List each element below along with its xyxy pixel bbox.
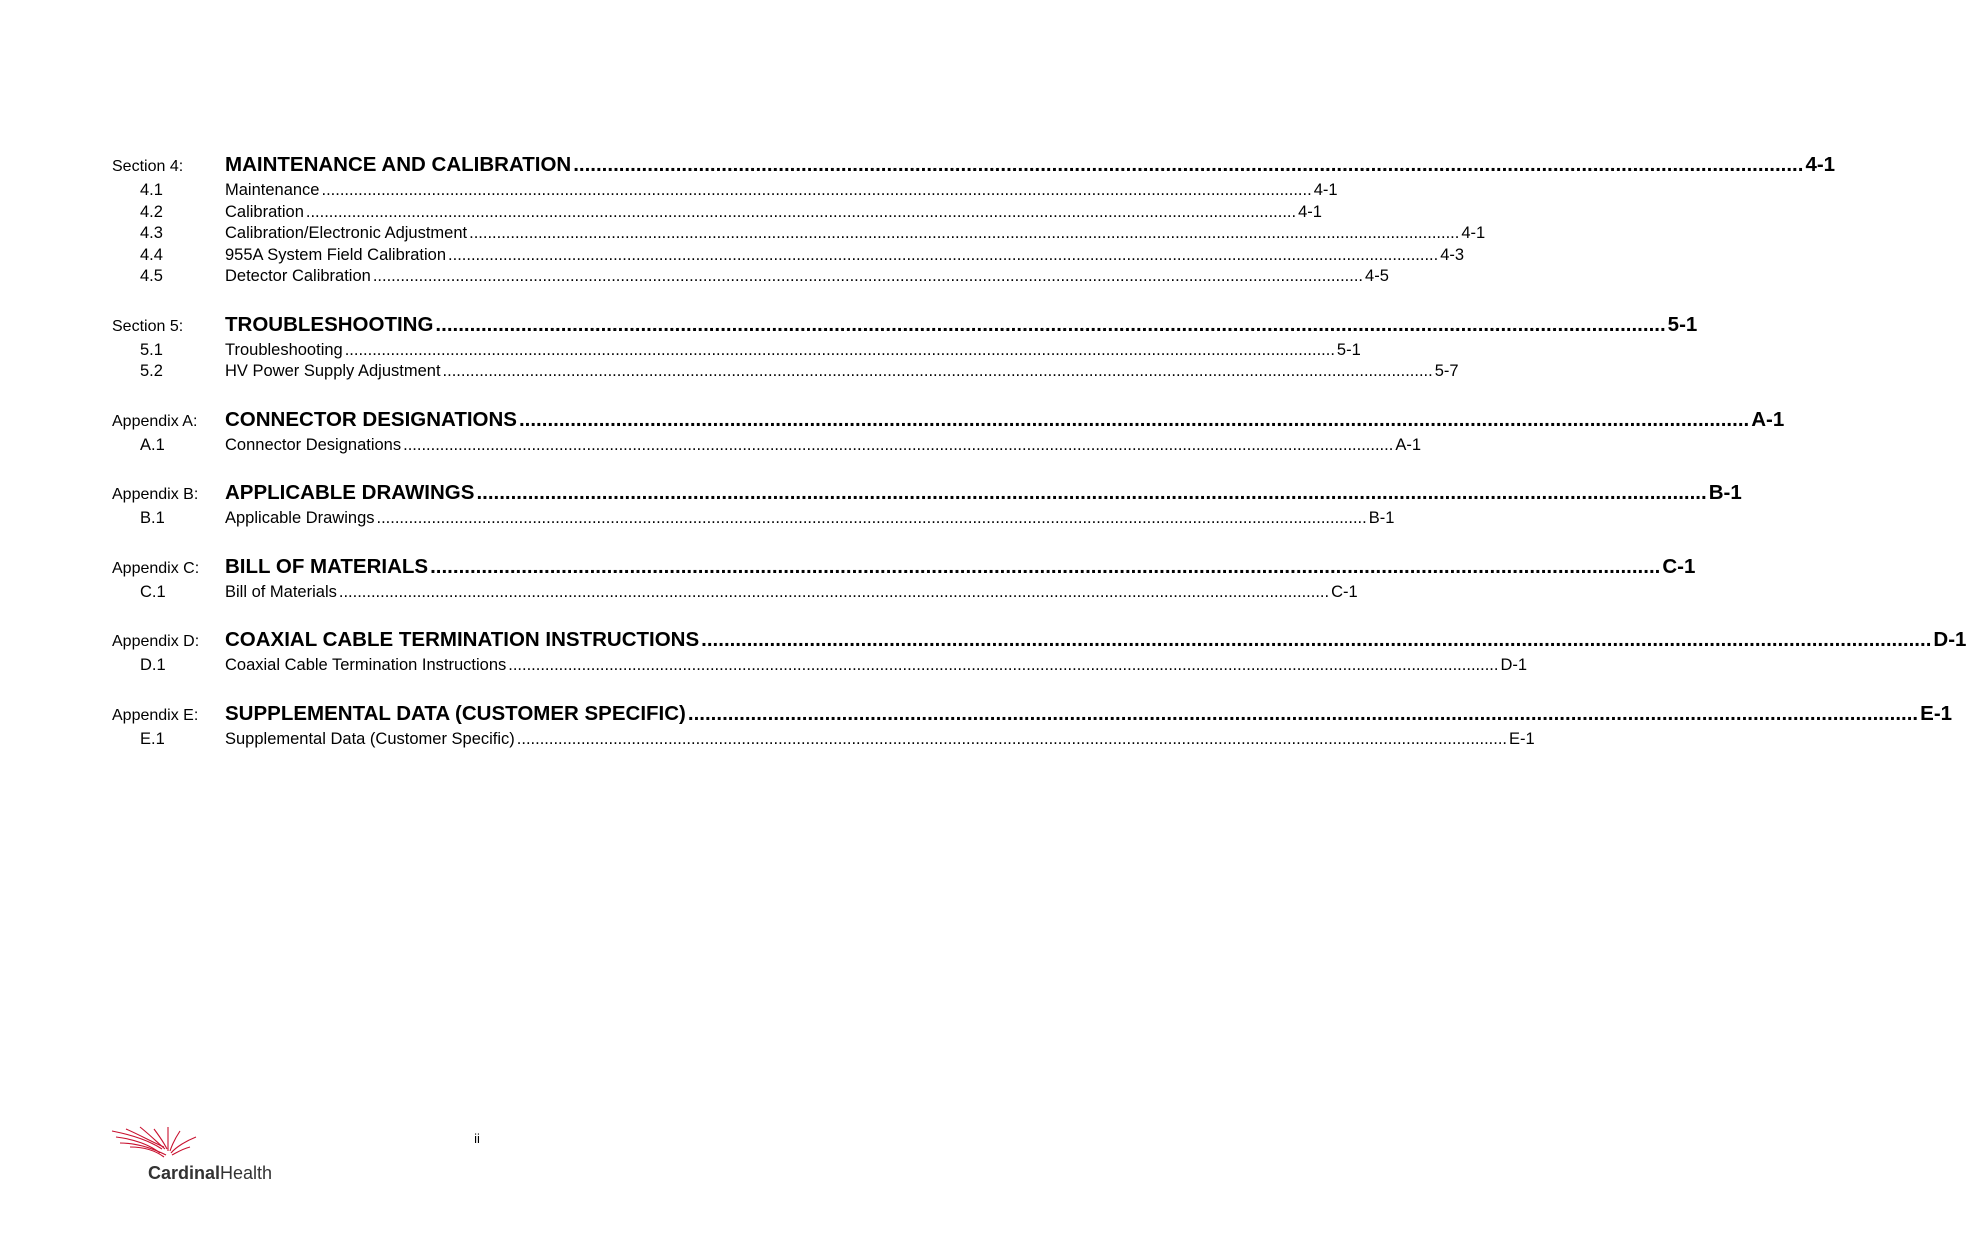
entry-leader: [225, 341, 1361, 360]
dot-leader: [373, 267, 1363, 286]
toc-entry[interactable]: [112, 656, 1528, 678]
entry-leader: [225, 436, 1421, 455]
dot-leader: [519, 408, 1749, 432]
dot-leader: [517, 730, 1507, 749]
section-title: BILL OF MATERIALS: [225, 554, 429, 578]
toc-group: [112, 312, 1698, 384]
entry-leader: [225, 224, 1485, 243]
toc-entry[interactable]: [112, 181, 1338, 203]
entry-number: 5.2: [140, 362, 163, 380]
entry-page: A-1: [1395, 435, 1421, 454]
section-label: Appendix C:: [112, 559, 200, 577]
entry-page: D-1: [1500, 656, 1528, 674]
toc-entry[interactable]: [112, 245, 1465, 268]
entry-number: 4.2: [140, 202, 163, 221]
entry-page: E-1: [1509, 729, 1535, 748]
section-page: B-1: [1708, 481, 1742, 504]
section-page: D-1: [1933, 628, 1966, 651]
toc-entry[interactable]: [112, 267, 1389, 289]
entry-leader: [225, 267, 1389, 286]
entry-leader: [225, 203, 1322, 222]
dot-leader: [701, 628, 1931, 652]
entry-leader: [225, 181, 1338, 200]
entry-number: D.1: [140, 656, 166, 674]
toc-section-heading[interactable]: [112, 701, 1953, 730]
dot-leader: [306, 203, 1296, 222]
entry-page: 4-1: [1313, 181, 1338, 199]
section-page: A-1: [1751, 407, 1785, 431]
toc-section-heading[interactable]: [112, 153, 1836, 181]
entry-title: Calibration/Electronic Adjustment: [225, 224, 468, 242]
toc-group: [112, 481, 1742, 531]
entry-page: 4-3: [1440, 245, 1465, 264]
section-title: COAXIAL CABLE TERMINATION INSTRUCTIONS: [225, 628, 700, 651]
section-title: SUPPLEMENTAL DATA (CUSTOMER SPECIFIC): [225, 701, 686, 725]
toc-section-heading[interactable]: [112, 554, 1696, 583]
toc-group: [112, 554, 1696, 605]
dot-leader: [339, 583, 1329, 602]
section-title: MAINTENANCE AND CALIBRATION: [225, 153, 572, 176]
dot-leader: [508, 656, 1498, 675]
toc-section-heading[interactable]: [112, 481, 1742, 509]
section-label: Appendix D:: [112, 633, 200, 650]
dot-leader: [435, 313, 1665, 337]
page-number: ii: [474, 1131, 480, 1146]
dot-leader: [403, 436, 1393, 455]
section-page: 5-1: [1667, 312, 1698, 336]
section-leader: [225, 555, 1695, 579]
entry-title: Maintenance: [225, 181, 320, 199]
section-label: Appendix A:: [112, 412, 198, 430]
entry-page: C-1: [1331, 582, 1358, 601]
section-title: TROUBLESHOOTING: [225, 312, 434, 336]
dot-leader: [321, 181, 1311, 200]
dot-leader: [448, 246, 1438, 265]
section-leader: [225, 153, 1835, 177]
dot-leader: [688, 702, 1918, 726]
toc-group: [112, 701, 1953, 752]
section-title: APPLICABLE DRAWINGS: [225, 481, 475, 504]
toc-entry[interactable]: [112, 435, 1421, 458]
toc-group: [112, 407, 1785, 458]
entry-title: Bill of Materials: [225, 582, 337, 601]
section-label: Appendix E:: [112, 706, 199, 724]
entry-number: E.1: [140, 729, 165, 748]
entry-number: A.1: [140, 435, 165, 454]
section-leader: [225, 313, 1697, 337]
entry-page: 4-1: [1461, 224, 1486, 242]
section-leader: [225, 408, 1784, 432]
dot-leader: [430, 555, 1660, 579]
table-of-contents: [112, 153, 1966, 775]
section-leader: [225, 481, 1742, 505]
cardinal-health-logo: [110, 1125, 273, 1185]
entry-number: 4.5: [140, 267, 163, 285]
toc-entry[interactable]: [112, 202, 1322, 225]
entry-leader: [225, 362, 1459, 381]
entry-leader: [225, 246, 1464, 265]
entry-title: Applicable Drawings: [225, 509, 375, 527]
section-leader: [225, 628, 1966, 652]
entry-page: 4-5: [1365, 267, 1389, 285]
section-leader: [225, 702, 1952, 726]
toc-section-heading[interactable]: [112, 628, 1966, 656]
entry-title: HV Power Supply Adjustment: [225, 362, 441, 380]
section-page: E-1: [1920, 701, 1953, 725]
entry-title: 955A System Field Calibration: [225, 245, 447, 264]
toc-group: [112, 628, 1966, 678]
entry-leader: [225, 730, 1535, 749]
section-page: C-1: [1662, 554, 1696, 578]
toc-group: [112, 153, 1836, 289]
entry-leader: [225, 583, 1358, 602]
toc-entry[interactable]: [112, 509, 1395, 531]
entry-page: 5-7: [1434, 362, 1459, 380]
entry-leader: [225, 656, 1527, 675]
entry-page: B-1: [1368, 509, 1395, 527]
dot-leader: [476, 481, 1706, 505]
toc-entry[interactable]: [112, 729, 1535, 752]
logo-text-regular: Health: [220, 1163, 273, 1183]
logo-text-bold: Cardinal: [148, 1163, 221, 1183]
cardinal-bird-icon: [112, 1127, 196, 1157]
entry-page: 5-1: [1336, 340, 1361, 359]
dot-leader: [469, 224, 1459, 243]
entry-title: Coaxial Cable Termination Instructions: [225, 656, 507, 674]
entry-number: 4.4: [140, 245, 163, 264]
section-label: Section 4:: [112, 158, 184, 175]
toc-entry[interactable]: [112, 362, 1459, 384]
entry-number: 4.3: [140, 224, 163, 242]
entry-title: Supplemental Data (Customer Specific): [225, 729, 515, 748]
dot-leader: [377, 509, 1367, 528]
toc-section-heading[interactable]: [112, 407, 1785, 436]
entry-number: 5.1: [140, 340, 163, 359]
entry-page: 4-1: [1298, 202, 1322, 221]
toc-entry[interactable]: [112, 224, 1486, 246]
svg-text:CardinalHealth: [148, 1163, 272, 1183]
entry-title: Connector Designations: [225, 435, 402, 454]
entry-title: Troubleshooting: [225, 340, 343, 359]
section-label: Appendix B:: [112, 486, 199, 503]
section-label: Section 5:: [112, 317, 184, 335]
entry-title: Detector Calibration: [225, 267, 371, 285]
dot-leader: [443, 362, 1433, 381]
entry-leader: [225, 509, 1394, 528]
entry-number: C.1: [140, 582, 166, 601]
dot-leader: [573, 153, 1803, 177]
toc-entry[interactable]: [112, 340, 1361, 363]
section-title: CONNECTOR DESIGNATIONS: [225, 407, 517, 431]
entry-number: B.1: [140, 509, 165, 527]
toc-section-heading[interactable]: [112, 312, 1698, 341]
entry-title: Calibration: [225, 202, 304, 221]
entry-number: 4.1: [140, 181, 163, 199]
dot-leader: [345, 341, 1335, 360]
section-page: 4-1: [1805, 153, 1836, 176]
toc-entry[interactable]: [112, 582, 1358, 605]
